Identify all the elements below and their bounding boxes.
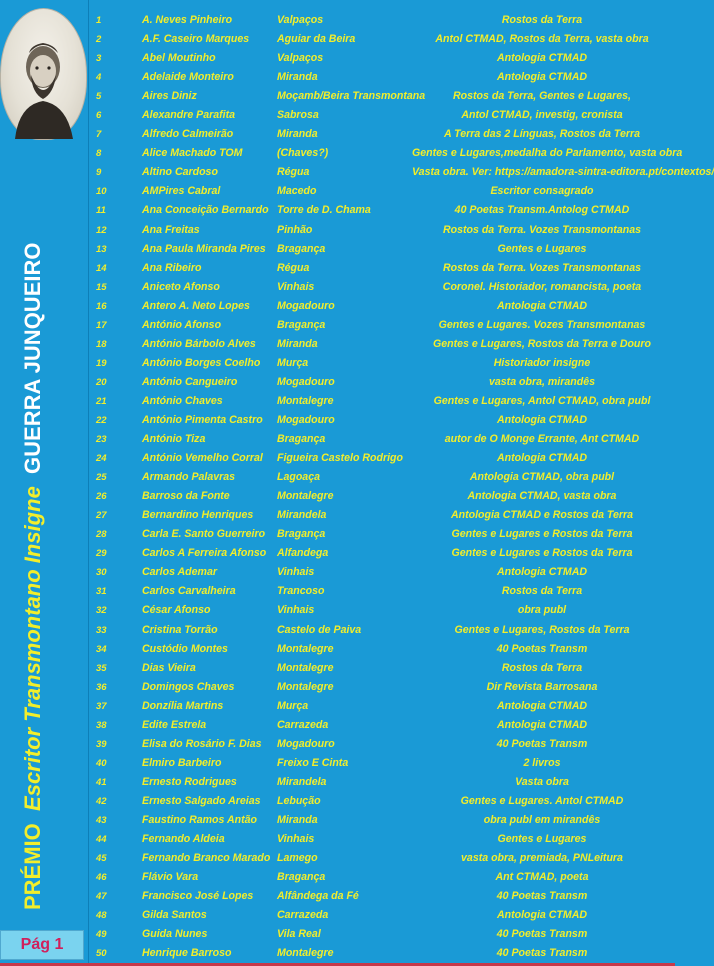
list-item: [92, 678, 672, 697]
writer-place: Vinhais: [277, 833, 315, 846]
writer-name: Guida Nunes: [142, 928, 208, 941]
row-number: 33: [96, 624, 107, 636]
list-item: [92, 49, 672, 68]
writer-name: António Chaves: [142, 394, 223, 407]
writer-note: Antologia CTMAD: [496, 699, 588, 712]
writer-place: Murça: [277, 699, 309, 712]
writer-name: Custódio Montes: [142, 642, 228, 655]
writer-note: Rostos da Terra. Vozes Transmontanas: [442, 261, 641, 274]
writer-name: Bernardino Henriques: [142, 509, 254, 522]
list-item: [92, 316, 672, 335]
writer-name: Abel Moutinho: [142, 52, 216, 65]
writer-place: Bragança: [277, 528, 326, 541]
list-item: [92, 468, 672, 487]
list-item: [92, 563, 672, 582]
list-item: [92, 582, 672, 601]
row-number: 31: [96, 586, 107, 598]
row-number: 39: [96, 738, 107, 750]
writer-note: Dir Revista Barrosana: [486, 680, 598, 693]
writer-note: Rostos da Terra: [501, 661, 583, 674]
writer-name: Fernando Branco Marado: [142, 852, 271, 865]
writer-place: Miranda: [277, 337, 318, 350]
writer-place: Vila Real: [277, 928, 321, 941]
row-number: 4: [96, 72, 102, 84]
row-number: 37: [96, 700, 107, 712]
writer-name: Ana Ribeiro: [142, 261, 202, 274]
writer-note: 40 Poetas Transm.Antolog CTMAD: [454, 204, 630, 217]
list-item: [92, 430, 672, 449]
writer-note: obra publ: [517, 604, 567, 617]
writer-place: Régua: [277, 261, 310, 274]
list-item: [92, 697, 672, 716]
writer-name: Ernesto Salgado Areias: [142, 794, 261, 807]
writer-note: Gentes e Lugares: [497, 242, 587, 255]
row-number: 10: [96, 186, 107, 198]
writer-note: Gentes e Lugares. Vozes Transmontanas: [438, 318, 646, 331]
writer-note: 40 Poetas Transm: [496, 642, 588, 655]
list-item: [92, 830, 672, 849]
writer-name: César Afonso: [142, 604, 211, 617]
writer-name: Faustino Ramos Antão: [142, 813, 257, 826]
writer-name: António Pimenta Castro: [142, 413, 263, 426]
writer-name: António Cangueiro: [142, 375, 238, 388]
list-item: [92, 392, 672, 411]
writer-name: António Bárbolo Alves: [142, 337, 256, 350]
writer-note: Gentes e Lugares: [497, 833, 587, 846]
writer-note: 40 Poetas Transm: [496, 890, 588, 903]
writer-note: Vasta obra: [515, 775, 569, 788]
writer-note: Ant CTMAD, poeta: [495, 871, 589, 884]
page-label: Pág 1: [20, 936, 64, 953]
row-number: 21: [96, 395, 107, 407]
writer-place: Carrazeda: [277, 718, 329, 731]
writer-note: A Terra das 2 Línguas, Rostos da Terra: [443, 128, 641, 141]
writer-place: Lamego: [277, 852, 318, 865]
writer-name: Francisco José Lopes: [142, 890, 254, 903]
list-item: [92, 68, 672, 87]
page-badge: [0, 930, 84, 960]
row-number: 44: [96, 834, 107, 846]
row-number: 48: [96, 910, 107, 922]
writer-note: Antologia CTMAD e Rostos da Terra: [450, 509, 634, 522]
writer-place: Montalegre: [277, 947, 334, 960]
writer-note: Gentes e Lugares e Rostos da Terra: [451, 528, 633, 541]
writer-place: Valpaços: [277, 14, 324, 26]
writer-note: Rostos da Terra. Vozes Transmontanas: [442, 223, 641, 236]
writer-name: Altino Cardoso: [142, 166, 218, 179]
list-item: [92, 449, 672, 468]
writer-place: Alfândega da Fé: [277, 890, 359, 903]
writer-name: Alexandre Parafita: [142, 109, 236, 122]
writer-place: Bragança: [277, 318, 326, 331]
writer-note: Vasta obra. Ver: https://amadora-sintra-editora.pt/contextos/: [412, 166, 714, 179]
writer-name: Flávio Vara: [142, 871, 199, 884]
list-item: [92, 487, 672, 506]
writer-place: Mirandela: [277, 775, 327, 788]
row-number: 12: [96, 224, 107, 236]
list-item: [92, 373, 672, 392]
writer-name: António Vemelho Corral: [142, 452, 263, 465]
writer-name: Fernando Aldeia: [142, 833, 225, 846]
writer-name: Henrique Barroso: [142, 947, 232, 960]
list-item: [92, 506, 672, 525]
writer-name: Elmiro Barbeiro: [142, 756, 222, 769]
writer-name: Carlos A Ferreira Afonso: [142, 547, 267, 560]
writer-note: Escritor consagrado: [490, 185, 594, 198]
writer-name: Ana Conceição Bernardo: [142, 204, 269, 217]
award-title-premio: PRÉMIO: [20, 823, 45, 910]
writer-place: Alfandega: [277, 547, 329, 560]
row-number: 41: [96, 776, 107, 788]
writer-place: Pinhão: [277, 223, 313, 236]
list-item: [92, 354, 672, 373]
writer-name: A. Neves Pinheiro: [142, 14, 233, 26]
writer-place: Montalegre: [277, 490, 334, 503]
list-item: [92, 125, 672, 144]
row-number: 1: [96, 15, 102, 26]
list-item: [92, 944, 672, 963]
writer-note: Gentes e Lugares, Rostos da Terra: [454, 623, 630, 636]
row-number: 40: [96, 757, 107, 769]
list-item: [92, 411, 672, 430]
award-title: [18, 150, 48, 910]
writer-note: vasta obra, mirandês: [489, 375, 595, 388]
row-number: 20: [96, 376, 107, 388]
writer-note: Antologia CTMAD, obra publ: [469, 471, 615, 484]
list-item: [92, 30, 672, 49]
list-item: [92, 754, 672, 773]
list-item: [92, 887, 672, 906]
list-item: [92, 659, 672, 678]
row-number: 11: [96, 205, 106, 217]
list-item: [92, 925, 672, 944]
row-number: 8: [96, 148, 102, 160]
row-number: 25: [96, 472, 107, 484]
row-number: 45: [96, 853, 107, 865]
row-number: 28: [96, 529, 107, 541]
writer-place: Mirandela: [277, 509, 327, 522]
list-item: [92, 259, 672, 278]
list-item: [92, 106, 672, 125]
list-item: [92, 240, 672, 259]
writer-note: Gentes e Lugares, Antol CTMAD, obra publ: [433, 394, 651, 407]
writer-name: A.F. Caseiro Marques: [142, 33, 250, 46]
writer-note: Antologia CTMAD: [496, 71, 588, 84]
writer-place: Montalegre: [277, 642, 334, 655]
list-item: [92, 716, 672, 735]
writer-note: Antologia CTMAD: [496, 718, 588, 731]
author-portrait: [0, 8, 87, 140]
list-item: [92, 335, 672, 354]
writer-place: Vinhais: [277, 604, 315, 617]
writer-name: António Borges Coelho: [142, 356, 261, 369]
left-sidebar: [0, 0, 89, 966]
writer-note: Antol CTMAD, Rostos da Terra, vasta obra: [435, 33, 649, 46]
row-number: 22: [96, 414, 107, 426]
row-number: 19: [96, 357, 107, 369]
writer-place: Moçamb/Beira Transmontana: [277, 90, 426, 103]
writer-place: Bragança: [277, 242, 326, 255]
writer-place: Freixo E Cinta: [277, 756, 349, 769]
writer-note: 40 Poetas Transm: [496, 928, 588, 941]
writer-name: Carlos Carvalheira: [142, 585, 236, 598]
writer-place: Trancoso: [277, 585, 325, 598]
writer-note: 40 Poetas Transm: [496, 737, 588, 750]
list-item: [92, 849, 672, 868]
list-item: [92, 811, 672, 830]
writer-place: Valpaços: [277, 52, 324, 65]
row-number: 34: [96, 643, 107, 655]
writer-note: obra publ em mirandês: [483, 813, 601, 826]
list-item: [92, 87, 672, 106]
writer-name: Alfredo Calmeirão: [142, 128, 234, 141]
row-number: 5: [96, 91, 102, 103]
writer-place: Montalegre: [277, 680, 334, 693]
row-number: 38: [96, 719, 107, 731]
award-title-name: GUERRA JUNQUEIRO: [20, 242, 45, 474]
writer-note: Rostos da Terra, Gentes e Lugares,: [453, 90, 631, 103]
writer-place: Macedo: [277, 185, 317, 198]
writer-name: Barroso da Fonte: [142, 490, 230, 503]
row-number: 2: [96, 34, 102, 46]
writer-place: (Chaves?): [277, 147, 329, 160]
list-item: [92, 621, 672, 640]
row-number: 23: [96, 434, 107, 446]
writer-place: Mogadouro: [277, 413, 335, 426]
row-number: 47: [96, 891, 107, 903]
writer-place: Bragança: [277, 433, 326, 446]
writer-name: Aires Diniz: [142, 90, 197, 103]
writer-place: Murça: [277, 356, 309, 369]
row-number: 42: [96, 795, 107, 807]
writer-note: vasta obra, premiada, PNLeitura: [461, 852, 623, 865]
award-title-subtitle: Escritor Transmontano Insigne: [20, 486, 45, 811]
writer-note: 40 Poetas Transm: [496, 947, 588, 960]
writer-note: Antologia CTMAD: [496, 413, 588, 426]
row-number: 36: [96, 681, 107, 693]
writer-name: Adelaide Monteiro: [142, 71, 234, 84]
writer-note: 2 livros: [523, 756, 561, 769]
writer-place: Mogadouro: [277, 737, 335, 750]
row-number: 35: [96, 662, 107, 674]
writer-note: autor de O Monge Errante, Ant CTMAD: [444, 433, 640, 446]
row-number: 13: [96, 243, 107, 255]
writer-note: Antologia CTMAD: [496, 299, 588, 312]
list-item: [92, 11, 672, 30]
writer-name: Donzília Martins: [142, 699, 224, 712]
row-number: 43: [96, 814, 107, 826]
writer-place: Castelo de Paiva: [277, 623, 362, 636]
row-number: 6: [96, 110, 102, 122]
writer-place: Torre de D. Chama: [277, 204, 371, 217]
writer-note: Gentes e Lugares,medalha do Parlamento, vasta obra: [412, 147, 683, 160]
writer-name: António Tiza: [142, 433, 206, 446]
list-item: [92, 182, 672, 201]
writer-note: Rostos da Terra: [501, 14, 583, 26]
writer-name: Antero A. Neto Lopes: [142, 299, 250, 312]
row-number: 32: [96, 605, 107, 617]
writer-note: Antologia CTMAD: [496, 452, 588, 465]
row-number: 16: [96, 300, 107, 312]
row-number: 26: [96, 491, 107, 503]
list-item: [92, 297, 672, 316]
writer-place: Lagoaça: [277, 471, 320, 484]
writer-place: Lebução: [277, 794, 321, 807]
writer-name: Ernesto Rodrigues: [142, 775, 237, 788]
writer-note: Antologia CTMAD: [496, 909, 588, 922]
row-number: 3: [96, 53, 102, 65]
writer-place: Figueira Castelo Rodrigo: [277, 452, 403, 465]
row-number: 17: [96, 319, 107, 331]
writer-place: Sabrosa: [277, 109, 319, 122]
row-number: 29: [96, 548, 107, 560]
writer-note: Antol CTMAD, investig, cronista: [461, 109, 623, 122]
writer-place: Miranda: [277, 813, 318, 826]
writer-place: Bragança: [277, 871, 326, 884]
writer-note: Coronel. Historiador, romancista, poeta: [442, 280, 642, 293]
list-item: [92, 792, 672, 811]
writer-note: Gentes e Lugares e Rostos da Terra: [451, 547, 633, 560]
list-item: [92, 221, 672, 240]
writer-place: Miranda: [277, 128, 318, 141]
list-item: [92, 163, 714, 182]
writer-name: Ana Freitas: [142, 223, 200, 236]
row-number: 49: [96, 929, 107, 941]
list-item: [92, 601, 672, 620]
list-item: [92, 278, 672, 297]
writer-name: Alice Machado TOM: [142, 147, 243, 160]
writer-place: Vinhais: [277, 566, 315, 579]
row-number: 24: [96, 453, 107, 465]
row-number: 46: [96, 872, 107, 884]
writer-note: Rostos da Terra: [501, 585, 583, 598]
writer-name: Carla E. Santo Guerreiro: [142, 528, 266, 541]
writer-name: AMPires Cabral: [142, 185, 221, 198]
writer-name: Elisa do Rosário F. Dias: [142, 737, 262, 750]
writer-name: Ana Paula Miranda Pires: [142, 242, 266, 255]
row-number: 14: [96, 262, 107, 274]
writer-note: Historiador insigne: [493, 356, 591, 369]
writer-place: Régua: [277, 166, 310, 179]
writer-place: Montalegre: [277, 394, 334, 407]
row-number: 30: [96, 567, 107, 579]
writer-name: Cristina Torrão: [142, 623, 218, 636]
row-number: 7: [96, 129, 102, 141]
list-item: [92, 773, 672, 792]
writer-note: Antologia CTMAD: [496, 566, 588, 579]
writer-place: Vinhais: [277, 280, 315, 293]
writer-note: Gentes e Lugares. Antol CTMAD: [460, 794, 624, 807]
writer-note: Antologia CTMAD, vasta obra: [467, 490, 617, 503]
writer-place: Montalegre: [277, 661, 334, 674]
writer-name: Carlos Ademar: [142, 566, 217, 579]
writer-name: Domingos Chaves: [142, 680, 235, 693]
writer-note: Antologia CTMAD: [496, 52, 588, 65]
writer-name: Gilda Santos: [142, 909, 207, 922]
writer-place: Miranda: [277, 71, 318, 84]
list-item: [92, 735, 672, 754]
list-item: [92, 906, 672, 925]
row-number: 27: [96, 510, 107, 522]
list-item: [92, 201, 672, 220]
writer-name: Dias Vieira: [142, 661, 196, 674]
writer-place: Carrazeda: [277, 909, 329, 922]
writer-place: Mogadouro: [277, 299, 335, 312]
writer-place: Aguiar da Beira: [277, 33, 356, 46]
writer-name: Armando Palavras: [142, 471, 236, 484]
list-item: [92, 525, 672, 544]
list-item: [92, 544, 672, 563]
list-item: [92, 144, 683, 163]
writer-note: Gentes e Lugares, Rostos da Terra e Douro: [432, 337, 651, 350]
writer-name: Aniceto Afonso: [142, 280, 220, 293]
list-item: [92, 640, 672, 659]
writer-name: António Afonso: [142, 318, 222, 331]
row-number: 18: [96, 338, 107, 350]
writers-list: [92, 11, 714, 963]
row-number: 50: [96, 948, 107, 960]
row-number: 9: [96, 167, 102, 179]
writer-name: Edite Estrela: [142, 718, 207, 731]
writer-place: Mogadouro: [277, 375, 335, 388]
row-number: 15: [96, 281, 107, 293]
list-item: [92, 868, 672, 887]
